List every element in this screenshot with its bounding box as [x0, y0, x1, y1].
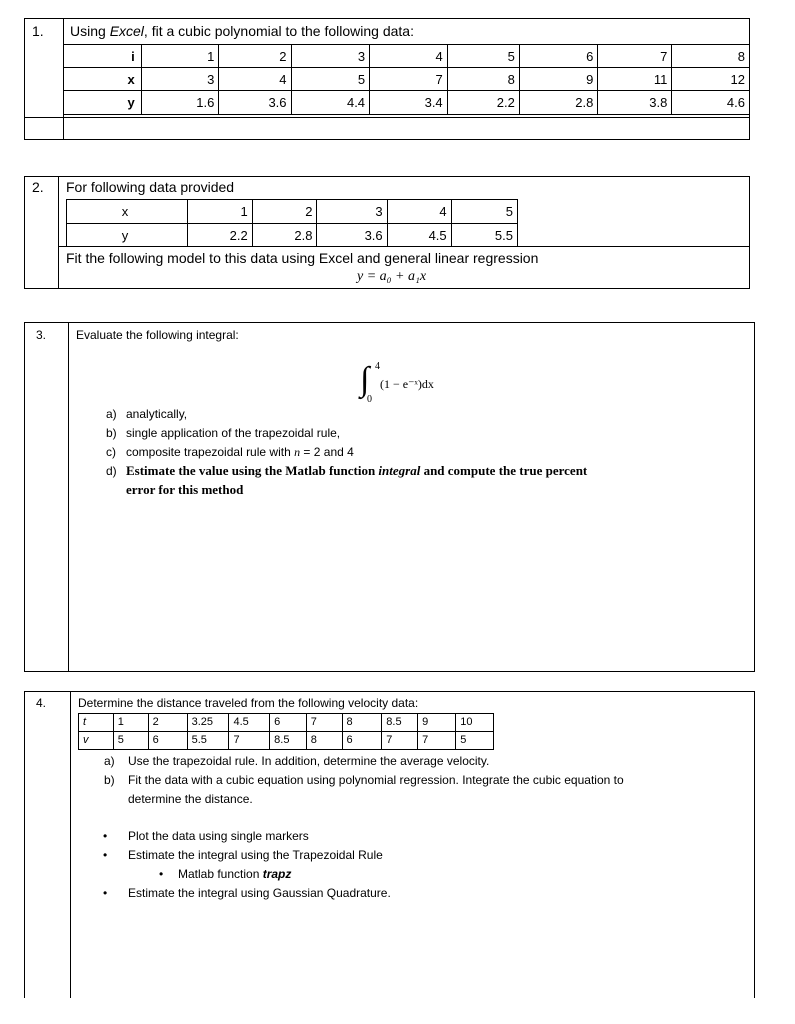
q1-cell: 2.2: [447, 91, 519, 115]
q3-item-c-pre: composite trapezoidal rule with: [126, 445, 295, 459]
q1-number: 1.: [32, 23, 44, 39]
q2-cell: 4: [387, 200, 451, 224]
q4-cell: 6: [148, 732, 187, 750]
q3-prompt: Evaluate the following integral:: [76, 328, 239, 342]
q3-item-d-line2: error for this method: [126, 482, 244, 497]
q3-number-divider: [68, 322, 69, 672]
q1-row-label: i: [64, 45, 142, 68]
q4-number: 4.: [36, 696, 47, 710]
q1-cell: 11: [598, 68, 672, 91]
q3-item-c-math: n: [294, 445, 301, 459]
q3-item-d-pre: Estimate the value using the Matlab function: [126, 463, 379, 478]
q1-cell: 3.4: [370, 91, 448, 115]
q4-bullet-4: Estimate the integral using Gaussian Quadrature.: [128, 886, 391, 900]
q1-prompt-em: Excel: [109, 23, 144, 39]
q4-item-b-text: Fit the data with a cubic equation using polynomial regression. Integrate the cubic equation to: [128, 773, 624, 787]
q1-prompt-pre: Using: [70, 23, 110, 39]
q4-bullet-2: Estimate the integral using the Trapezoidal Rule: [128, 848, 383, 862]
q1-row-y: [64, 91, 750, 115]
q1-lower-divider-1: [24, 117, 750, 118]
q4-cell: 2: [148, 714, 187, 732]
q3-item-d-post: and compute the true percent: [420, 463, 588, 478]
q1-row-x: [64, 68, 750, 91]
q3-item-a-text: analytically,: [126, 407, 188, 421]
q3-item-c-marker: c): [106, 445, 116, 459]
q2-row-y: [67, 224, 518, 247]
q4-cell: 8: [342, 714, 382, 732]
q3-item-d-em: integral: [378, 463, 421, 478]
q4-item-a-marker: a): [104, 754, 115, 768]
q4-cell: 5: [113, 732, 148, 750]
q4-cell: 8.5: [270, 732, 307, 750]
q1-cell: 7: [370, 68, 448, 91]
q3-number: 3.: [36, 328, 47, 342]
q1-cell: 2.8: [519, 91, 598, 115]
q1-cell: 3.8: [598, 91, 672, 115]
q3-frame: [24, 322, 755, 672]
q4-cell: 7: [306, 714, 342, 732]
q3-item-d-marker: d): [106, 464, 117, 478]
q1-cell: 4: [370, 45, 448, 68]
bullet-icon: •: [103, 848, 108, 862]
q1-cell: 3: [291, 45, 370, 68]
q4-row-v: [79, 732, 494, 750]
q4-cell: 7: [418, 732, 456, 750]
q2-cell: 2.2: [187, 224, 252, 247]
q3-item-a-marker: a): [106, 407, 117, 421]
q3-item-b-text: single application of the trapezoidal rule,: [126, 426, 341, 440]
q1-cell: 3.6: [219, 91, 291, 115]
q4-bullet-3-pre: Matlab function: [178, 867, 263, 881]
q1-cell: 2: [219, 45, 291, 68]
q1-cell: 5: [447, 45, 519, 68]
q4-cell: 8.5: [382, 714, 418, 732]
q1-prompt: [70, 24, 414, 38]
q4-item-b-line2: determine the distance.: [128, 792, 253, 806]
q4-cell: 5.5: [187, 732, 229, 750]
q2-cell: 2: [252, 200, 317, 224]
q2-instruction: Fit the following model to this data using Excel and general linear regression: [66, 250, 539, 266]
q2-data-table: [66, 199, 518, 247]
q1-cell: 12: [672, 68, 750, 91]
q4-number-divider: [70, 691, 71, 998]
q2-cell: 5: [451, 200, 517, 224]
q1-data-table: [63, 44, 750, 115]
q4-cell: 8: [306, 732, 342, 750]
q4-cell: 5: [456, 732, 494, 750]
q4-data-table: [78, 713, 494, 750]
q2-cell: 3: [317, 200, 387, 224]
q4-cell: 6: [342, 732, 382, 750]
q4-bullet-3-em: trapz: [262, 867, 292, 881]
q1-row-label: y: [64, 91, 142, 115]
q1-cell: 7: [598, 45, 672, 68]
q4-row-label: v: [79, 732, 114, 750]
q2-number-divider: [58, 176, 59, 289]
q3-item-b-marker: b): [106, 426, 117, 440]
q2-row-label: x: [67, 200, 188, 224]
q2-prompt: For following data provided: [66, 179, 235, 195]
q1-cell: 6: [519, 45, 598, 68]
q2-model-equation: y = a₀ + a₁x: [357, 269, 427, 284]
bullet-icon: •: [103, 886, 108, 900]
q3-item-c-post: = 2 and 4: [300, 445, 354, 459]
q3-item-d-text: [126, 464, 587, 477]
q4-row-t: [79, 714, 494, 732]
bullet-icon: •: [159, 867, 164, 881]
q4-item-b-marker: b): [104, 773, 115, 787]
q4-cell: 1: [113, 714, 148, 732]
q4-cell: 10: [456, 714, 494, 732]
q2-cell: 5.5: [451, 224, 517, 247]
q1-cell: 5: [291, 68, 370, 91]
q4-cell: 4.5: [229, 714, 270, 732]
integral-sign: ∫: [360, 361, 370, 398]
q1-row-label: x: [64, 68, 142, 91]
q2-number: 2.: [32, 179, 44, 195]
q4-item-a-text: Use the trapezoidal rule. In addition, determine the average velocity.: [128, 754, 490, 768]
q4-bullet-3: [178, 868, 291, 880]
q4-cell: 7: [382, 732, 418, 750]
q4-cell: 7: [229, 732, 270, 750]
q2-cell: 3.6: [317, 224, 387, 247]
q3-item-c-text: [126, 446, 354, 458]
q1-cell: 4.4: [291, 91, 370, 115]
q1-prompt-post: , fit a cubic polynomial to the following data:: [143, 23, 414, 39]
q1-cell: 8: [672, 45, 750, 68]
q2-row-x: [67, 200, 518, 224]
bullet-icon: •: [103, 829, 108, 843]
q4-row-label: t: [79, 714, 114, 732]
q4-cell: 3.25: [187, 714, 229, 732]
q4-prompt: Determine the distance traveled from the following velocity data:: [78, 696, 419, 710]
q1-cell: 4.6: [672, 91, 750, 115]
q2-cell: 2.8: [252, 224, 317, 247]
q2-row-label: y: [67, 224, 188, 247]
q4-cell: 9: [418, 714, 456, 732]
integral-lower-limit: 0: [367, 394, 372, 405]
q1-cell: 1.6: [141, 91, 219, 115]
q1-row-i: [64, 45, 750, 68]
integral-upper-limit: 4: [375, 361, 380, 372]
q2-cell: 4.5: [387, 224, 451, 247]
q1-cell: 1: [141, 45, 219, 68]
q1-cell: 9: [519, 68, 598, 91]
integrand: (1 − e⁻ˣ)dx: [380, 377, 434, 391]
q1-cell: 4: [219, 68, 291, 91]
q4-cell: 6: [270, 714, 307, 732]
q2-cell: 1: [187, 200, 252, 224]
q1-cell: 3: [141, 68, 219, 91]
q1-cell: 8: [447, 68, 519, 91]
q4-bullet-1: Plot the data using single markers: [128, 829, 309, 843]
